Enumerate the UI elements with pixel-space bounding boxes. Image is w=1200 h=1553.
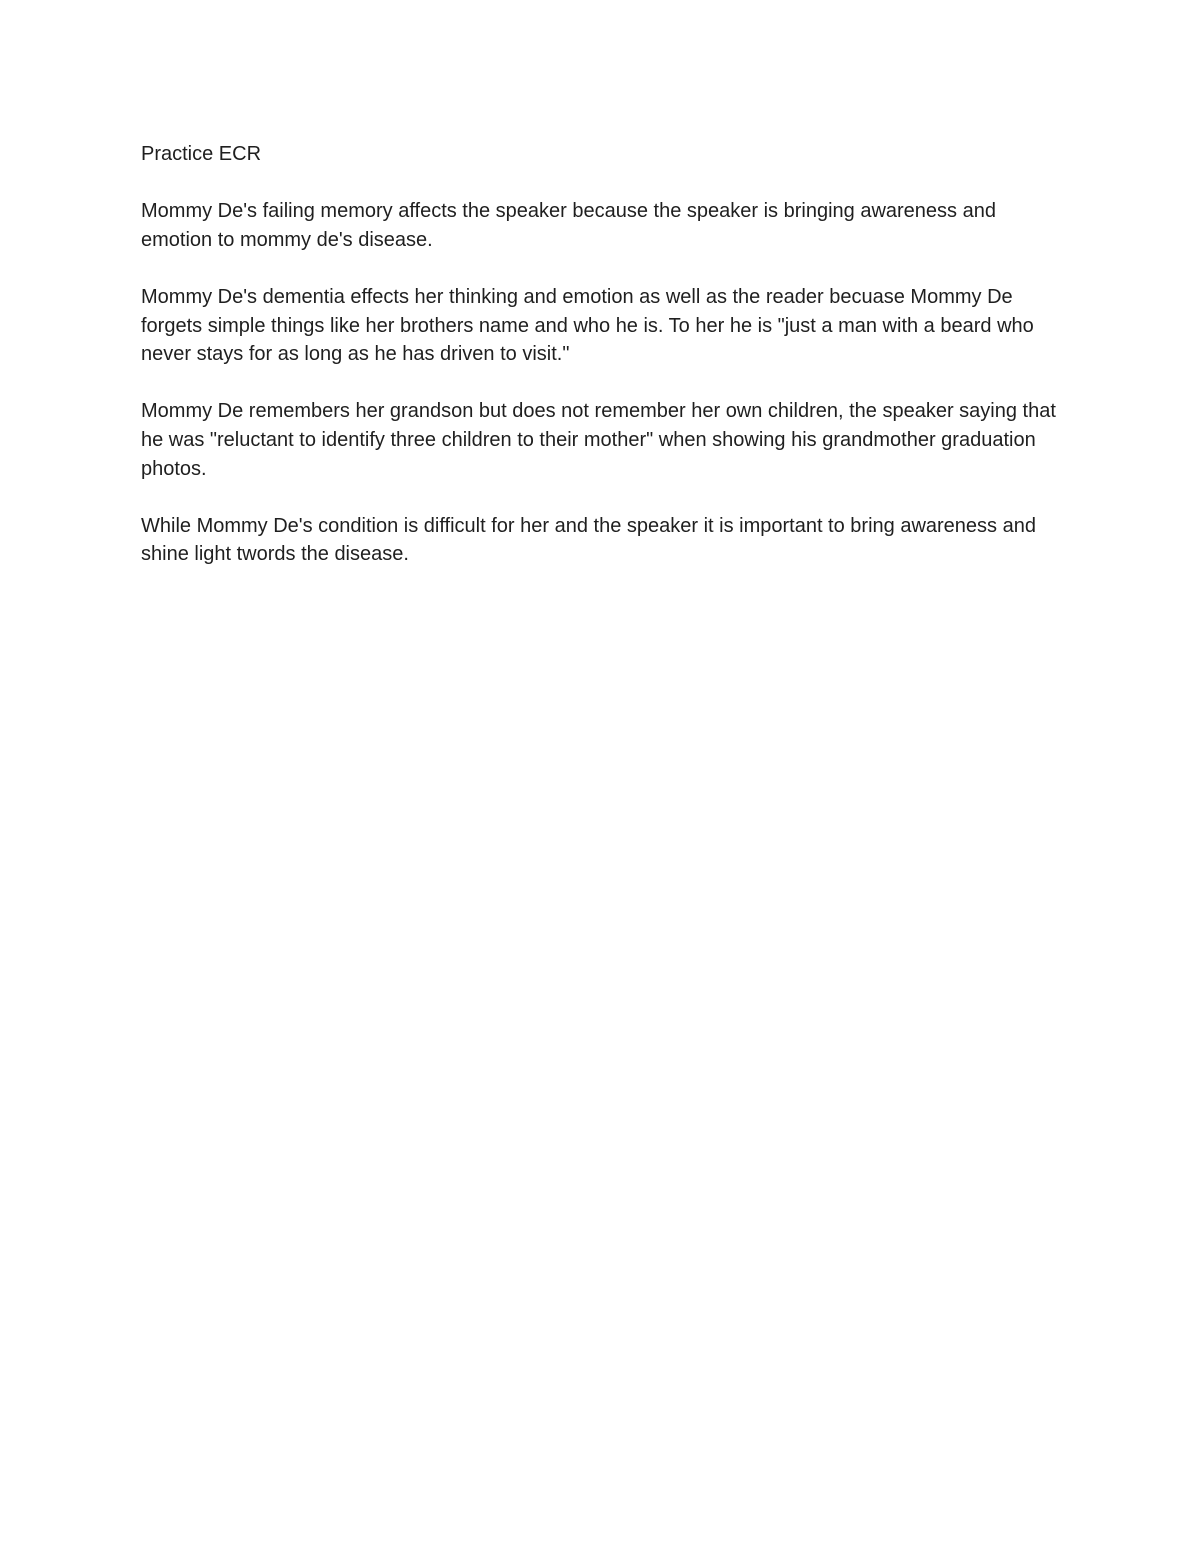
document-title: Practice ECR xyxy=(141,143,262,165)
paragraph-1: Mommy De's failing memory affects the speaker because the speaker is bringing awareness and emotion to mommy de's disease. xyxy=(141,200,996,251)
paragraph-2: Mommy De's dementia effects her thinking and emotion as well as the reader becuase Mommy De forgets simple things like her brothers name and who he is. To her he is "just a man with a beard who never stays for as long as he has driven to visit." xyxy=(141,285,1034,366)
paragraph-3: Mommy De remembers her grandson but does not remember her own children, the speaker saying that he was "reluctant to identify three children to their mother" when showing his grandmother graduation photos. xyxy=(141,400,1056,480)
paragraph-4: While Mommy De's condition is difficult for her and the speaker it is important to bring awareness and shine light twords the disease. xyxy=(141,514,1036,566)
document-body xyxy=(141,140,1061,598)
